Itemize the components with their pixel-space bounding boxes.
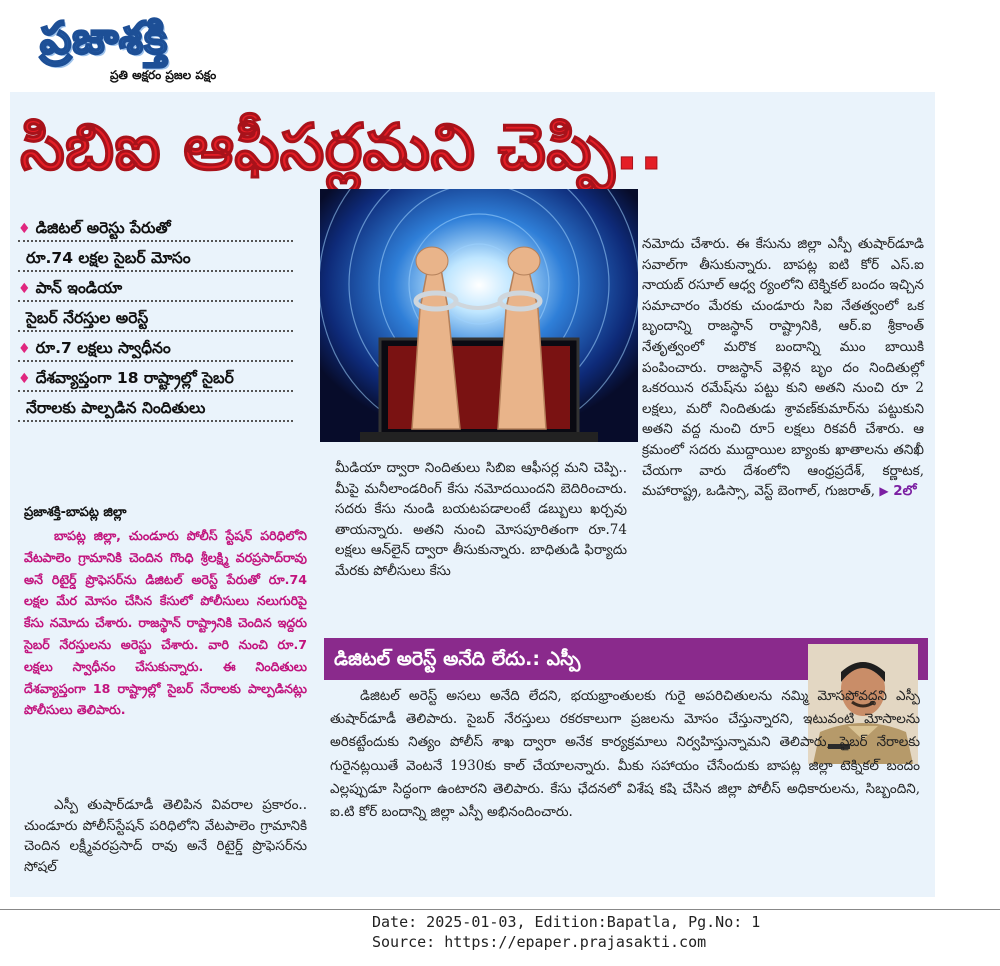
continued-link[interactable] — [879, 483, 916, 499]
article-dateline: ప్రజాశక్తి-బాపట్ల జిల్లా — [24, 505, 127, 520]
bullet-item — [18, 332, 293, 362]
bullet-text: సైబర్ నేరస్తుల అరెస్ట్ — [26, 309, 149, 327]
box-body — [330, 685, 920, 824]
handcuffs-laptop-illustration — [320, 189, 638, 442]
article-lead — [24, 525, 307, 721]
bullet-dot-icon: ♦ — [18, 341, 31, 357]
newspaper-logo: ప్రజాశక్తి — [40, 13, 169, 64]
bullet-item — [18, 362, 293, 392]
bullet-text: పాన్ ఇండియా — [35, 279, 123, 297]
box-body-text: డిజిటల్ అరెస్ట్ అసలు అనేది లేదని, భయభ్రాంతులకు గురై అపరిచితులను నమ్మి మోసపోవద్దని ఎస్పీ తుషార్‌డూడీ తెలిపారు. సైబర్ నేరస్తులు రకరకాలుగా ప్రజలను మోసం చేస్తున్నారని, ఇటువంటి మోసాలను అరికట్టేందుకు నిత్యం పోలీస్ శాఖ ద్వారా అనేక కార్యక్రమాలు నిర్వహిస్తున్నామని తెలిపారు, సైబర్ నేరాలకు గురైనట్లయితే వెంటనే 1930కు కాల్ చేయాలన్నారు. మీకు సహాయం చేసేందుకు బాపట్ల జిల్లా టెక్నికల్ బందం ఎల్లప్పుడూ సిద్ధంగా ఉంటారని తెలిపారు. కేసు ఛేదనలో విశేష కషి చేసిన జిల్లా పోలీస్ అధికారులను, సిబ్బందిని, ఐ.టి కోర్ బందాన్ని జిల్లా ఎస్పీ అభినందించారు. — [330, 688, 920, 821]
bullet-dot-icon: ♦ — [18, 281, 31, 297]
highlight-bullets — [18, 212, 293, 422]
bullet-text: రూ.74 లక్షల సైబర్ మోసం — [26, 249, 191, 267]
box-headline: డిజిటల్ అరెస్ట్ అనేది లేదు.: ఎస్పీ — [324, 638, 928, 680]
bullet-item — [18, 392, 293, 422]
column-3-text: నమోదు చేశారు. ఈ కేసును జిల్లా ఎస్పీ తుషార్‌డూడి సవాల్‌గా తీసుకున్నారు. బాపట్ల ఐటి కోర్ ఎస్.ఐ నాయబ్ రసూల్ ఆధ్వ ర్యంలోని టెక్నికల్ బందం ఇచ్చిన సమాచారం మేరకు చుండూరు సిఐ నేతత్వంలో ఒక బృందాన్ని రాజస్థాన్ రాష్ట్రానికి, ఆర్.ఐ శ్రీకాంత్ నేతృత్వంలో మరొక బందాన్ని ముం బాయికి పంపించారు. రాజస్థాన్ వెళ్లిన బృం దం నిందితుల్లో ఒకరయిన రమేష్‌ను పట్టు కుని అతని నుంచి రూ 2 లక్షలు, మరో నిందితుడు శ్రావణ్‌కుమార్‌ను పట్టుకుని అతని వద్ద నుంచి రూ5 లక్షలు రికవరీ చేశారు. ఆ క్రమంలో సదరు ముద్దాయిల బ్యాంకు ఖాతాలను తనిఖీ చేయగా వారు దేశంలోని ఆంధ్రప్రదేశ్, కర్ణాటక, మహారాష్ట్ర, ఒడిస్సా, వెస్ట్ బెంగాల్, గుజరాత్, — [642, 236, 924, 500]
cybercrime-photo — [320, 189, 638, 442]
footer-divider — [0, 909, 1000, 910]
bullet-item — [18, 242, 293, 272]
article-column-1 — [24, 795, 307, 877]
bullet-text: దేశవ్యాప్తంగా 18 రాష్ట్రాల్లో సైబర్ — [35, 369, 234, 387]
play-arrow-icon: ▶ — [879, 484, 889, 499]
footer-source-line: Source: https://epaper.prajasakti.com — [372, 933, 707, 951]
source-footer — [372, 912, 760, 952]
lead-text: బాపట్ల జిల్లా, చుండూరు పోలీస్ స్టేషన్ పరిధిలోని వేటపాలెం గ్రామానికి చెందిన గొంధి శ్రీలక్ష్మి వరప్రసాద్‌రావు అనే రిటైర్డ్ ప్రొఫెసర్‌ను డిజిటల్ అరెస్ట్ పేరుతో రూ.74 లక్షల మేర మోసం చేసిన కేసులో పోలీసులు నలుగురిపై కేసు నమోదు చేశారు. రాజస్థాన్ రాష్ట్రానికి చెందిన ఇద్దరు సైబర్ నేరస్తులను అరెస్టు చేశారు. వారి నుంచి రూ.7 లక్షలు స్వాధీనం చేసుకున్నారు. ఈ నిందితులు దేశవ్యాప్తంగా 18 రాష్ట్రాల్లో సైబర్ నేరాలకు పాల్పడినట్లు పోలీసులు తెలిపారు. — [24, 528, 307, 718]
article-column-2: మీడియా ద్వారా నిందితులు సిబిఐ ఆఫీసర్ల మని చెప్పి.. మీపై మనీలాండరింగ్ కేసు నమోదయిందని బెదిరించారు. సదరు కేసు నుండి బయటపడాలంటే డబ్బులు ఖర్చవు తాయన్నారు. అతని నుంచి మోసపూరితంగా రూ.74 లక్షలు ఆన్‌లైన్ ద్వారా తీసుకున్నారు. బాధితుడి ఫిర్యాదు మేరకు పోలీసులు కేసు — [335, 460, 627, 579]
footer-date-line: Date: 2025-01-03, Edition:Bapatla, Pg.No: 1 — [372, 913, 761, 931]
logo-tagline: ప్రతి అక్షరం ప్రజల పక్షం — [110, 68, 217, 82]
bullet-text: రూ.7 లక్షలు స్వాధీనం — [35, 339, 171, 357]
bullet-item — [18, 212, 293, 242]
continued-page: 2లో — [893, 483, 917, 500]
bullet-text: డిజిటల్ అరెస్టు పేరుతో — [35, 219, 171, 237]
bullet-item — [18, 272, 293, 302]
bullet-text: నేరాలకు పాల్పడిన నిందితులు — [26, 399, 206, 417]
bullet-dot-icon: ♦ — [18, 221, 31, 237]
bullet-item — [18, 302, 293, 332]
column-1-text: ఎస్పీ తుషార్‌డూడీ తెలిపిన వివరాల ప్రకారం.. చుండూరు పోలీస్‌స్టేషన్ పరిధిలోని వేటపాలెం గ్రామానికి చెందిన లక్ష్మీవరప్రసాద్ రావు అనే రిటైర్డ్ ప్రొఫెసర్‌ను సోషల్ — [24, 797, 307, 875]
article-column-3 — [642, 234, 924, 502]
masthead-logo — [40, 10, 290, 88]
article-headline: సిబిఐ ఆఫీసర్లమని చెప్పి.. — [20, 111, 664, 185]
bullet-dot-icon: ♦ — [18, 371, 31, 387]
